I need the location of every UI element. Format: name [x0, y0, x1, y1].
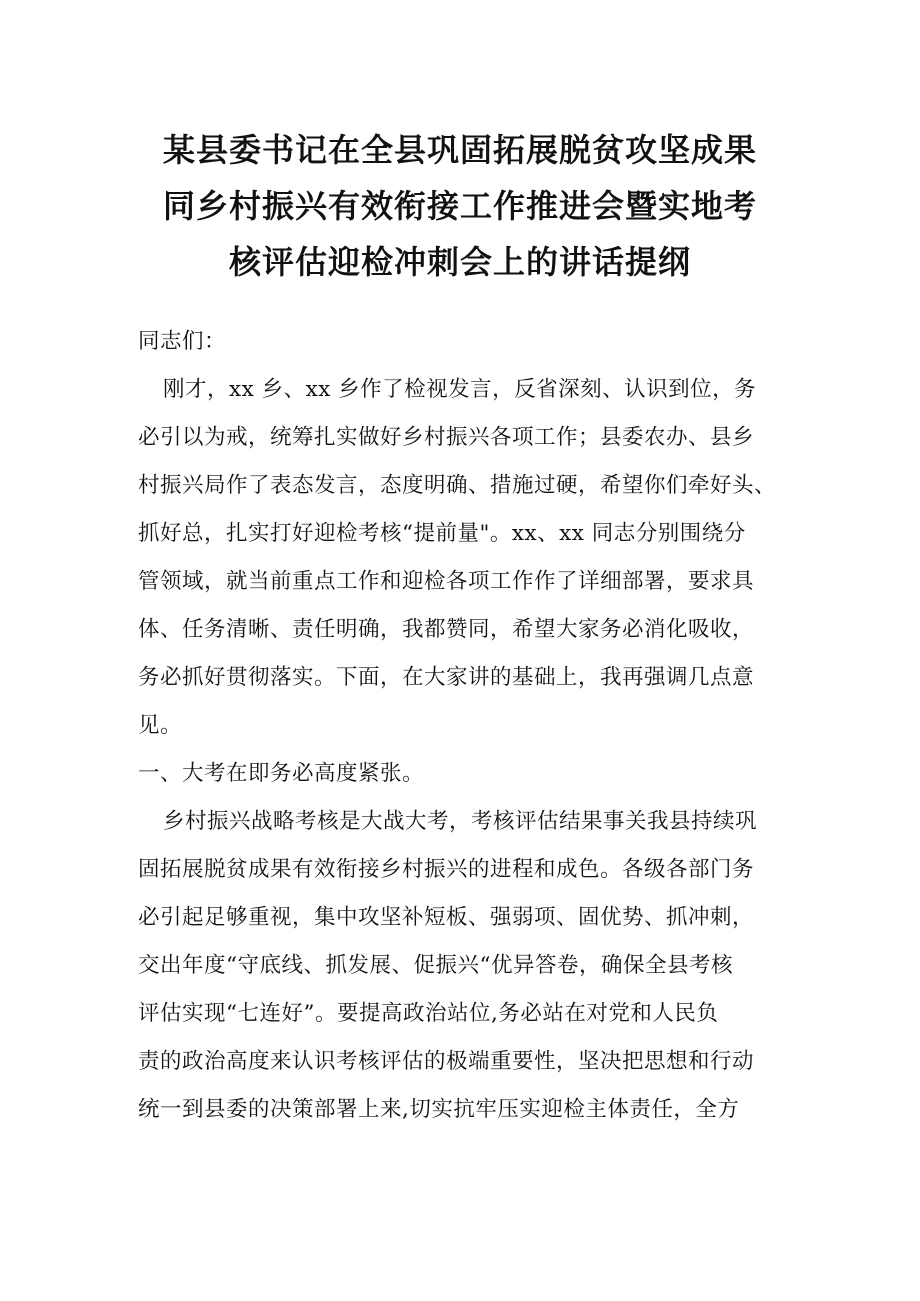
paragraph-line: 村振兴局作了表态发言，态度明确、措施过硬，希望你们牵好头、 — [138, 473, 777, 498]
section-heading: 一、大考在即务必高度紧张。 — [138, 761, 425, 786]
paragraph-line: 乡村振兴战略考核是大战大考，考核评估结果事关我县持续巩 — [163, 809, 758, 834]
paragraph-line: 见。 — [138, 713, 183, 738]
title-line-1: 某县委书记在全县巩固拓展脱贫攻坚成果 — [162, 131, 757, 169]
document-body — [138, 318, 788, 1134]
paragraph-line: 刚才，xx 乡、xx 乡作了检视发言，反省深刻、认识到位，务 — [163, 377, 757, 402]
document-title — [100, 122, 820, 290]
salutation: 同志们： — [138, 329, 227, 354]
paragraph-line: 统一到县委的决策部署上来,切实抗牢压实迎检主体责任，全方 — [138, 1097, 740, 1122]
paragraph-line: 评估实现“七连好”。要提高政治站位,务必站在对党和人民负 — [138, 1001, 719, 1026]
paragraph-line: 交出年度“守底线、抓发展、促振兴“优异答卷，确保全县考核 — [138, 953, 733, 978]
paragraph-line: 管领域，就当前重点工作和迎检各项工作作了详细部署，要求具 — [138, 569, 755, 594]
paragraph-line: 必引起足够重视，集中攻坚补短板、强弱项、固优势、抓冲刺， — [138, 905, 755, 930]
title-line-3: 核评估迎检冲刺会上的讲话提纲 — [228, 243, 691, 281]
paragraph-line: 固拓展脱贫成果有效衔接乡村振兴的进程和成色。各级各部门务 — [138, 857, 755, 882]
paragraph-line: 务必抓好贯彻落实。下面，在大家讲的基础上，我再强调几点意 — [138, 665, 755, 690]
paragraph-line: 体、任务清晰、责任明确，我都赞同，希望大家务必消化吸收， — [138, 617, 755, 642]
paragraph-line: 抓好总，扎实打好迎检考核“提前量"。xx、xx 同志分别围绕分 — [138, 521, 746, 546]
paragraph-line: 必引以为戒，统筹扎实做好乡村振兴各项工作；县委农办、县乡 — [138, 425, 755, 450]
title-line-2: 同乡村振兴有效衔接工作推进会暨实地考 — [162, 187, 757, 225]
paragraph-line: 责的政治高度来认识考核评估的极端重要性，坚决把思想和行动 — [138, 1049, 755, 1074]
